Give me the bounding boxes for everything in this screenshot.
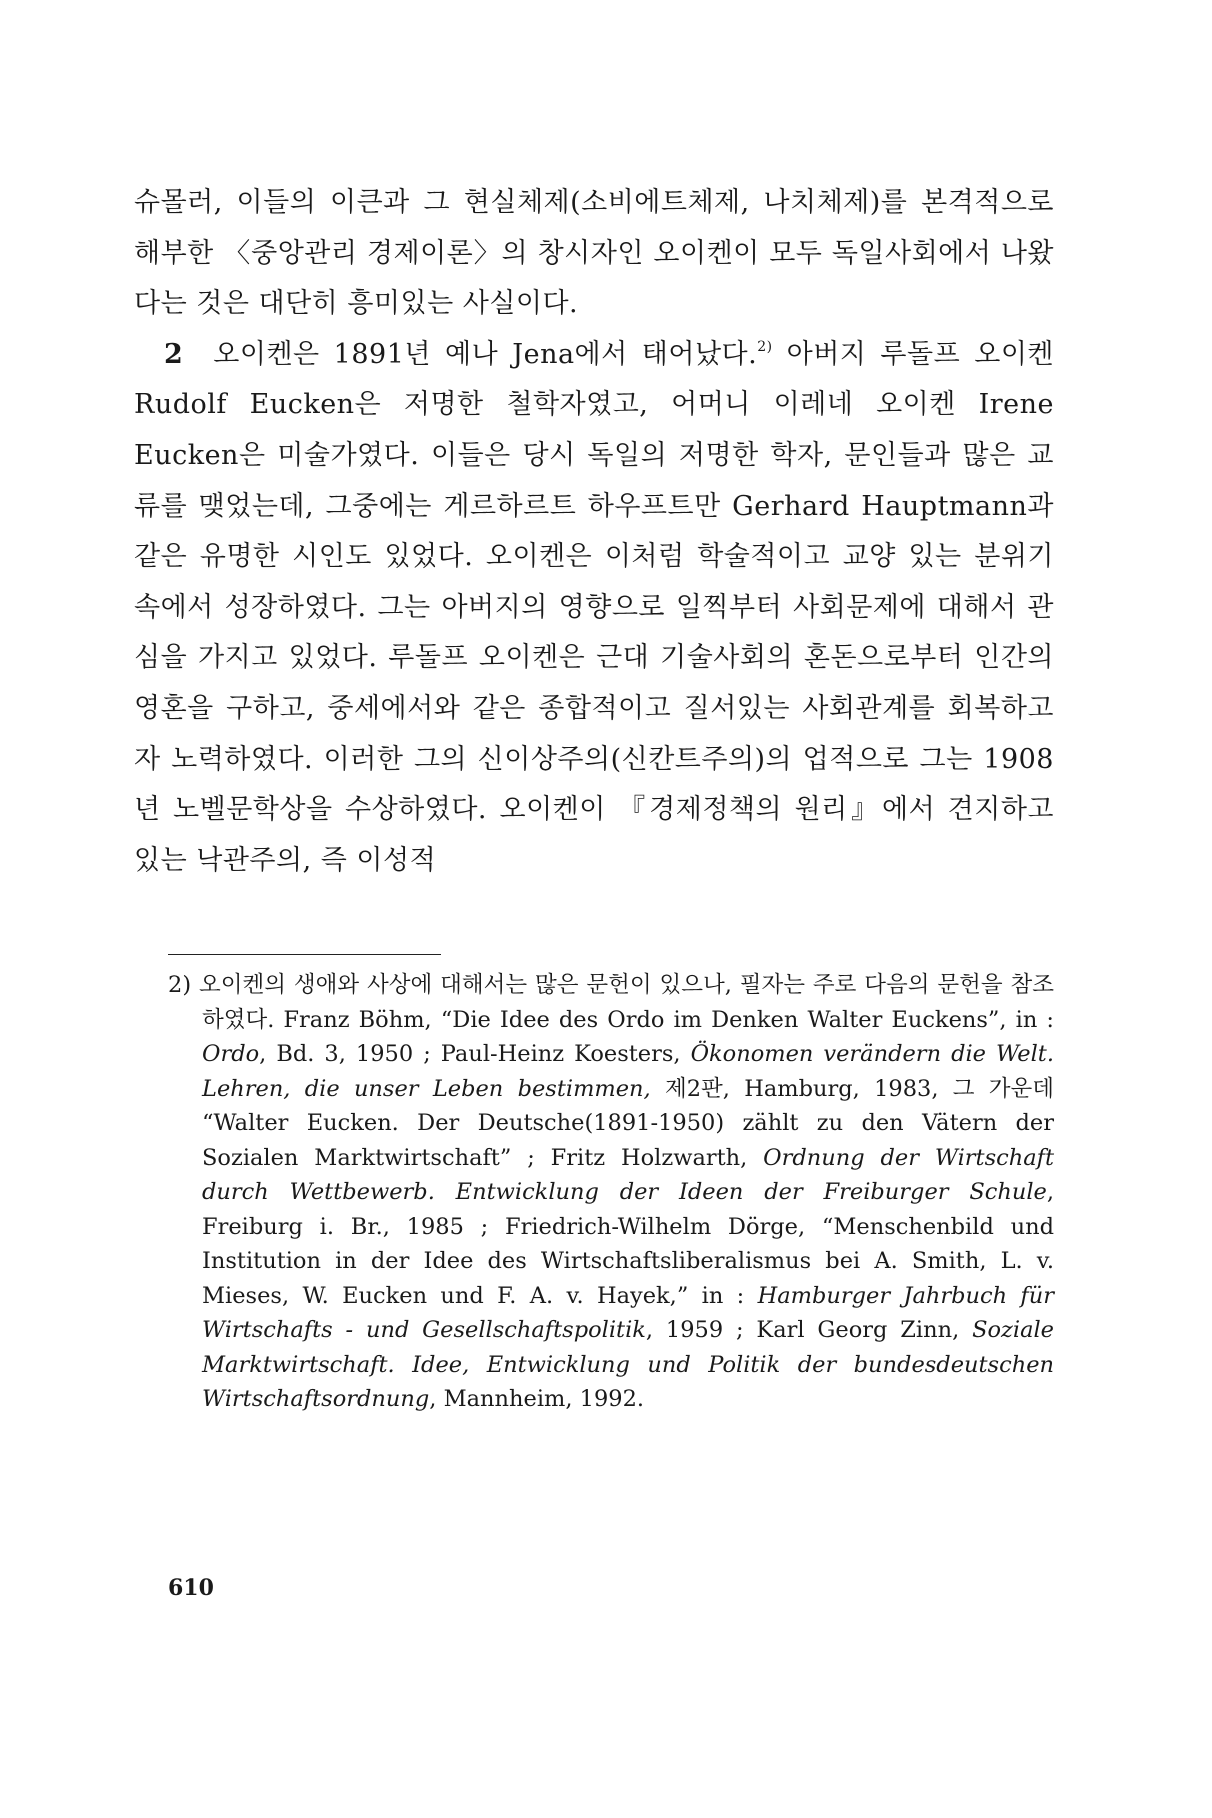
footnote-2: 2) 오이켄의 생애와 사상에 대해서는 많은 문헌이 있으나, 필자는 주로 다음의 문헌을 참조하였다. Franz Böhm, “Die Idee des Ordo im Denken Walter Euckens”, in : Ordo, Bd. 3, 1950 ; Paul-Heinz Koesters, Ökonomen verändern die Welt. Lehren, die unser Leben bestimmen, 제2판, Hamburg, 1983, 그 가운데 “Walter Eucken. Der Deutsche(1891-1950) zählt zu den Vätern der Sozialen Marktwirtschaft” ; Fritz Holzwarth, Ordnung der Wirtschaft durch Wettbewerb. Entwicklung der Ideen der Freiburger Schule, Freiburg i. Br., 1985 ; Friedrich-Wilhelm Dörge, “Menschenbild und Institution in der Idee des Wirtschaftsliberalismus bei A. Smith, L. v. Mieses, W. Eucken und F. A. v. Hayek,” in : Hamburger Jahrbuch für Wirtschafts - und Gesellschaftspolitik, 1959 ; Karl Georg Zinn, Soziale Marktwirtschaft. Idee, Entwicklung und Politik der bundesdeutschen Wirtschaftsordnung, Mannheim, 1992.: [168, 972, 1055, 1412]
citation-title: Ökonomen verändern die Welt. Lehren, die unser Leben bestimmen,: [202, 1041, 1055, 1102]
citation-title: Ordo: [202, 1041, 260, 1067]
paragraph-1: 슈몰러, 이들의 이큰과 그 현실체제(소비에트체제, 나치체제)를 본격적으로 해부한 〈중앙관리 경제이론〉의 창시자인 오이켄이 모두 독일사회에서 나왔다는 것은 대단히 흥미있는 사실이다.: [134, 187, 1054, 320]
paragraph-2: 2 오이켄은 1891년 예나 Jena에서 태어났다.$^{2)}$ 아버지 루돌프 오이켄 Rudolf Eucken은 저명한 철학자였고, 어머니 이레네 오이켄 Irene Eucken은 미술가였다. 이들은 당시 독일의 저명한 학자, 문인들과 많은 교류를 맺었는데, 그중에는 게르하르트 하우프트만 Gerhard Hauptmann과 같은 유명한 시인도 있었다. 오이켄은 이처럼 학술적이고 교양 있는 분위기 속에서 성장하였다. 그는 아버지의 영향으로 일찍부터 사회문제에 대해서 관심을 가지고 있었다. 루돌프 오이켄은 근대 기술사회의 혼돈으로부터 인간의 영혼을 구하고, 중세에서와 같은 종합적이고 질서있는 사회관계를 회복하고자 노력하였다. 이러한 그의 신이상주의(신칸트주의)의 업적으로 그는 1908년 노벨문학상을 수상하였다. 오이켄이 『경제정책의 원리』에서 견지하고 있는 낙관주의, 즉 이성적: [134, 338, 1054, 876]
footnote-divider: [168, 954, 441, 955]
footnote: [168, 968, 1054, 1417]
paragraph-number: 2: [164, 338, 184, 370]
citation-title: Hamburger Jahrbuch für Wirtschafts - und Gesellschaftspolitik: [202, 1282, 1054, 1343]
citation-title: Soziale Marktwirtschaft. Idee, Entwicklung und Politik der bundesdeutschen Wirtschaftsordnung: [202, 1317, 1054, 1412]
page-number: 610: [168, 1575, 214, 1601]
body-text: [134, 178, 1054, 886]
footnote-number: 2): [168, 972, 192, 998]
citation-title: Ordnung der Wirtschaft durch Wettbewerb. Entwicklung der Ideen der Freiburger Schule: [202, 1144, 1054, 1205]
footnote-reference[interactable]: 2): [757, 338, 773, 355]
